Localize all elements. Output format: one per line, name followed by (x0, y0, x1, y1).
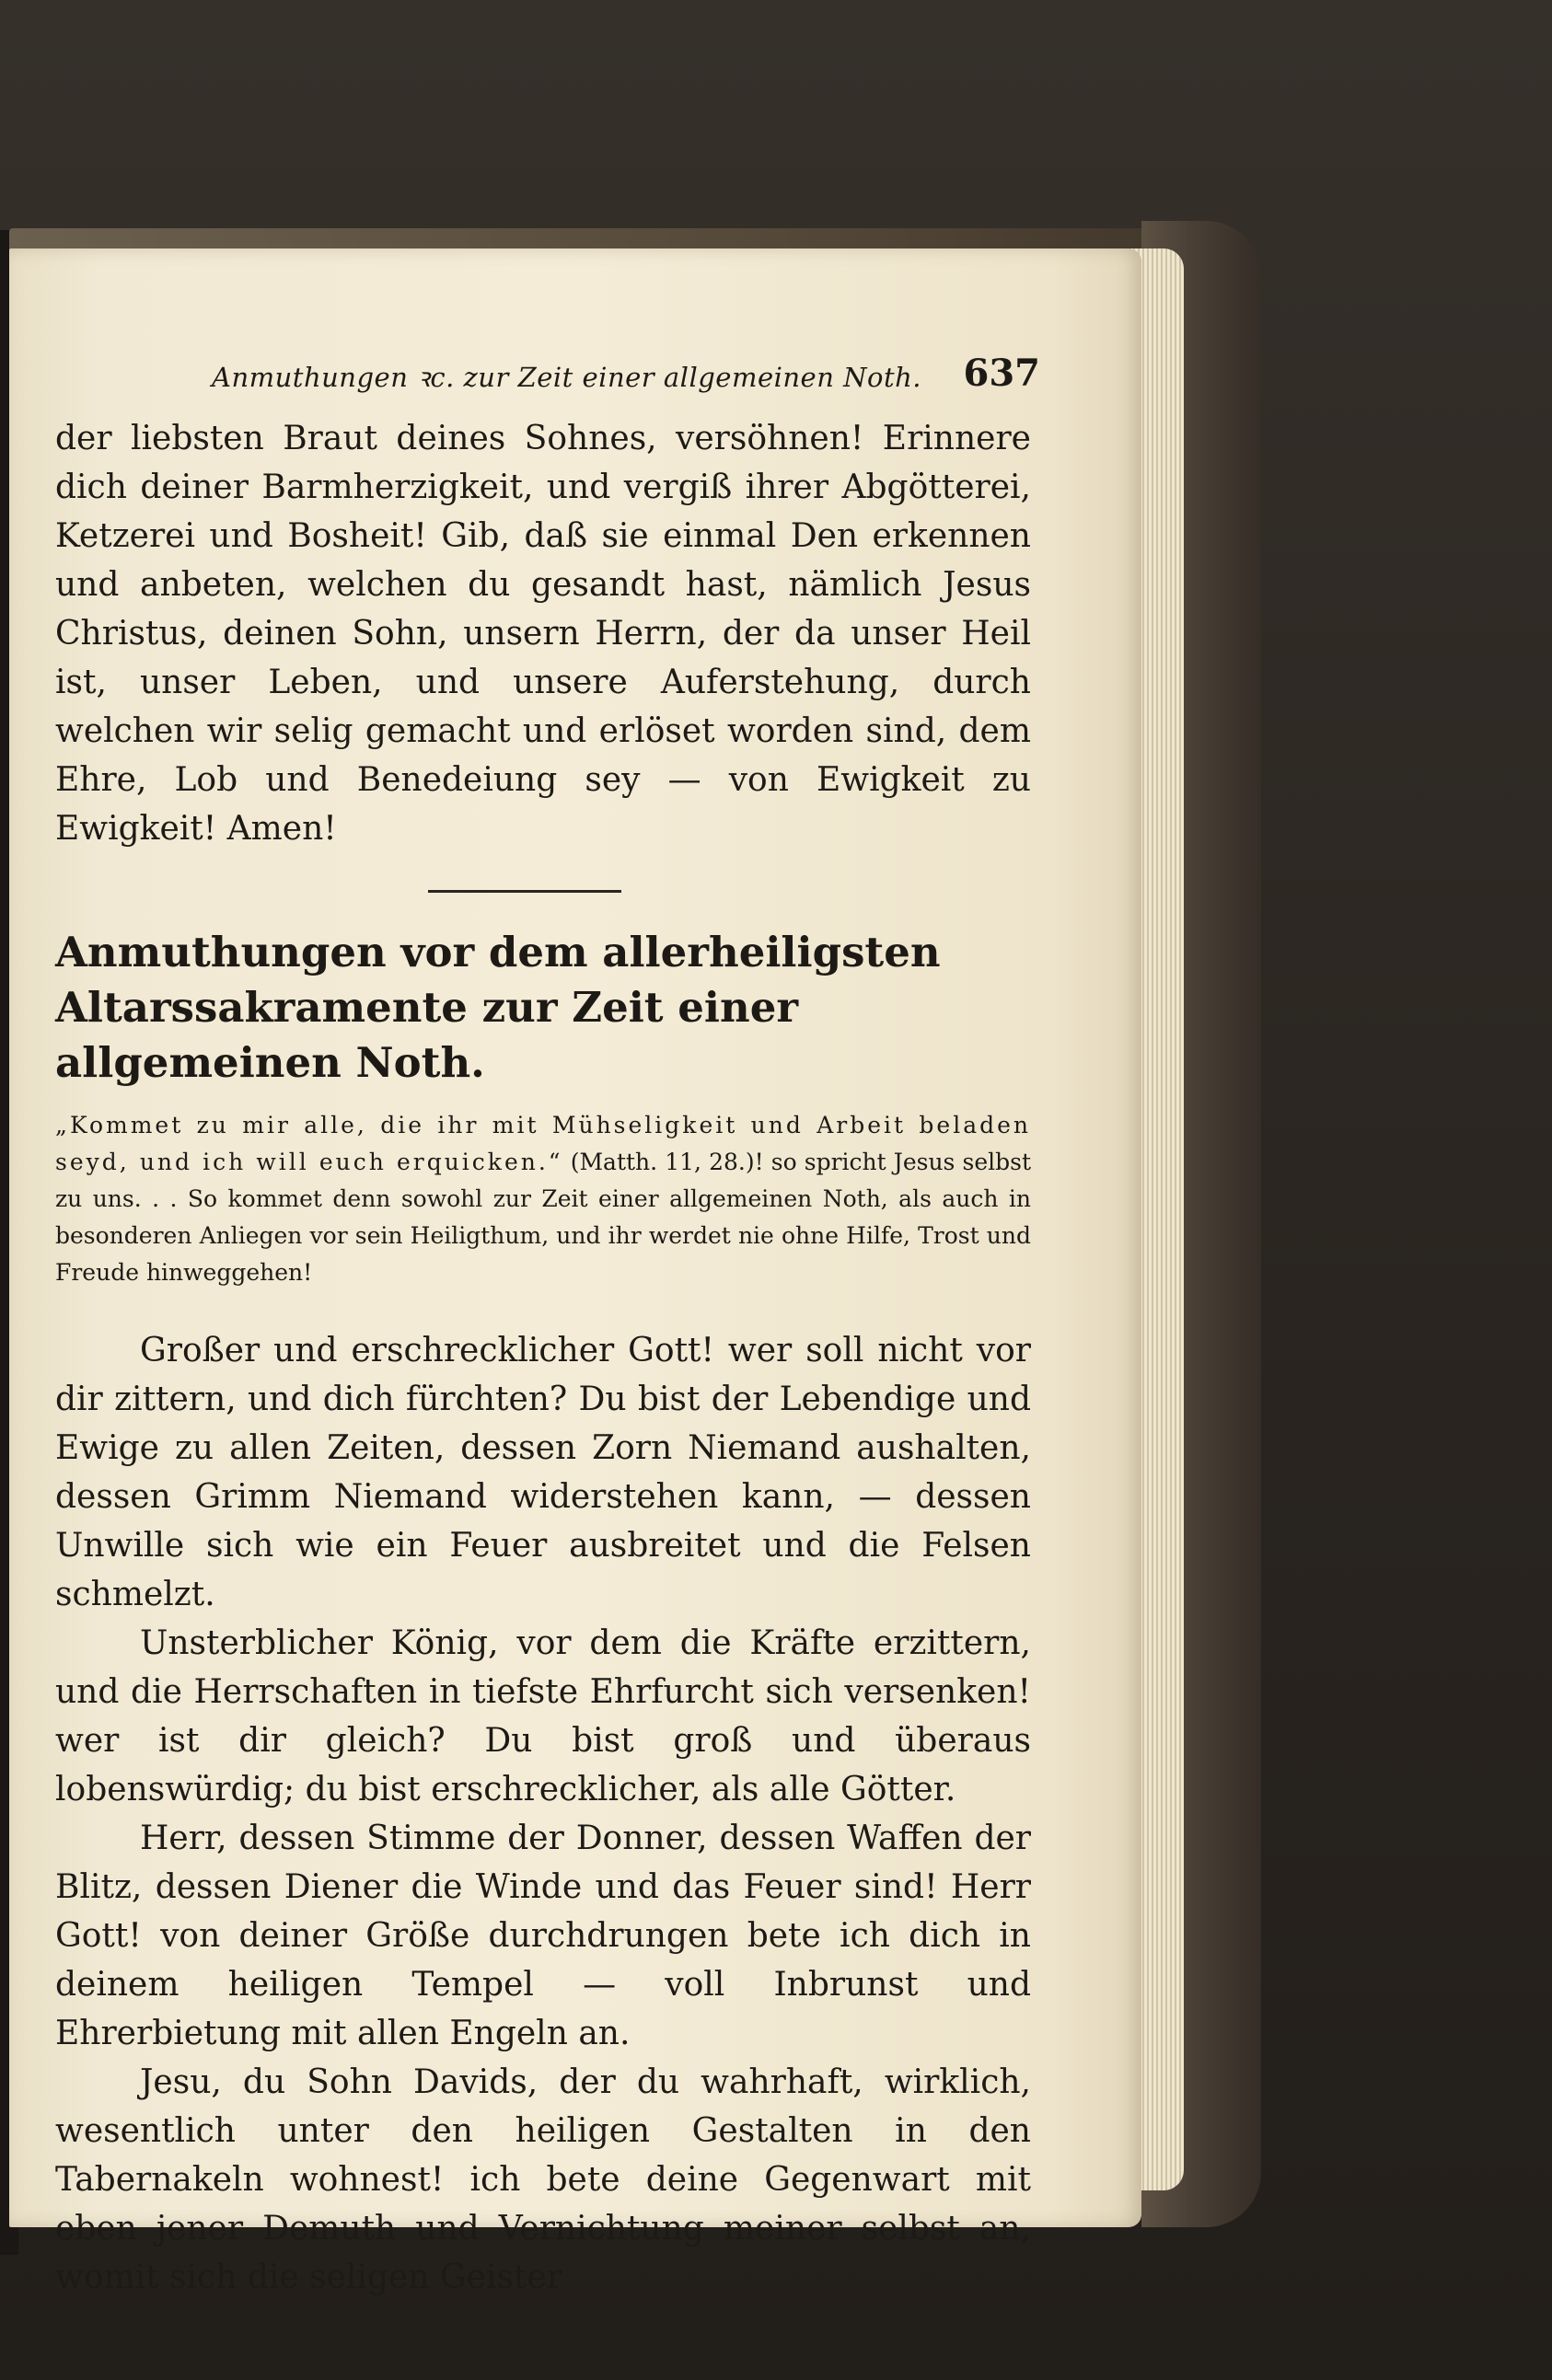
epigraph-text: (Matth. 11, 28.)! so spricht Jesus selbst zu uns. . . So kommet denn sowohl zur Zeit einer allgemeinen Noth, als auch in besonderen Anliegen vor sein Heiligthum, und ihr werdet nie ohne Hilfe, Trost und Freude hinweggehen! (55, 1149, 1031, 1286)
page-text (55, 352, 1040, 2302)
section-title: Anmuthungen vor dem allerheiligsten Altarssakramente zur Zeit einer allgemeinen Noth. (55, 928, 941, 1087)
section-divider (428, 890, 621, 893)
page-number: 637 (963, 352, 1040, 395)
page-header (55, 352, 1040, 414)
section-epigraph (55, 1107, 1031, 1291)
running-title: Anmuthungen ꝛc. zur Zeit einer allgemeinen Noth. (212, 362, 922, 393)
paragraph: Herr, dessen Stimme der Donner, dessen Waffen der Blitz, dessen Diener die Winde und das Feuer sind! Herr Gott! von deiner Größe durchdrungen bete ich dich in deinem heiligen Tempel — voll Inbrunst und Ehrerbietung mit allen Engeln an. (55, 1820, 1031, 2052)
epigraph-quote: „Kommet zu mir alle, die ihr mit Mühseligkeit und Arbeit beladen seyd, und ich will euch erquicken.“ (55, 1112, 1031, 1175)
paragraph: Großer und erschrecklicher Gott! wer soll nicht vor dir zittern, und dich fürchten? Du bist der Lebendige und Ewige zu allen Zeiten, dessen Zorn Niemand aushalten, dessen Grimm Niemand widerstehen kann, — dessen Unwille sich wie ein Feuer ausbreitet und die Felsen schmelzt. (55, 1332, 1031, 1613)
paragraph: der liebsten Braut deines Sohnes, versöhnen! Erinnere dich deiner Barmherzigkeit, und vergiß ihrer Abgötterei, Ketzerei und Bosheit! Gib, daß sie einmal Den erkennen und anbeten, welchen du gesandt hast, nämlich Jesus Christus, deinen Sohn, unsern Herrn, der da unser Heil ist, unser Leben, und unsere Auferstehung, durch welchen wir selig gemacht und erlöset worden sind, dem Ehre, Lob und Benedeiung sey — von Ewigkeit zu Ewigkeit! Amen! (55, 420, 1031, 848)
paragraph: Jesu, du Sohn Davids, der du wahrhaft, wirklich, wesentlich unter den heiligen Gestalten in den Tabernakeln wohnest! ich bete deine Gegenwart mit eben jener Demuth und Vernichtung meiner selbst an, womit sich die seligen Geister (55, 2063, 1031, 2296)
paragraph: Unsterblicher König, vor dem die Kräfte erzittern, und die Herrschaften in tiefste Ehrfurcht sich versenken! wer ist dir gleich? Du bist groß und überaus lobenswürdig; du bist erschrecklicher, als alle Götter. (55, 1624, 1031, 1808)
